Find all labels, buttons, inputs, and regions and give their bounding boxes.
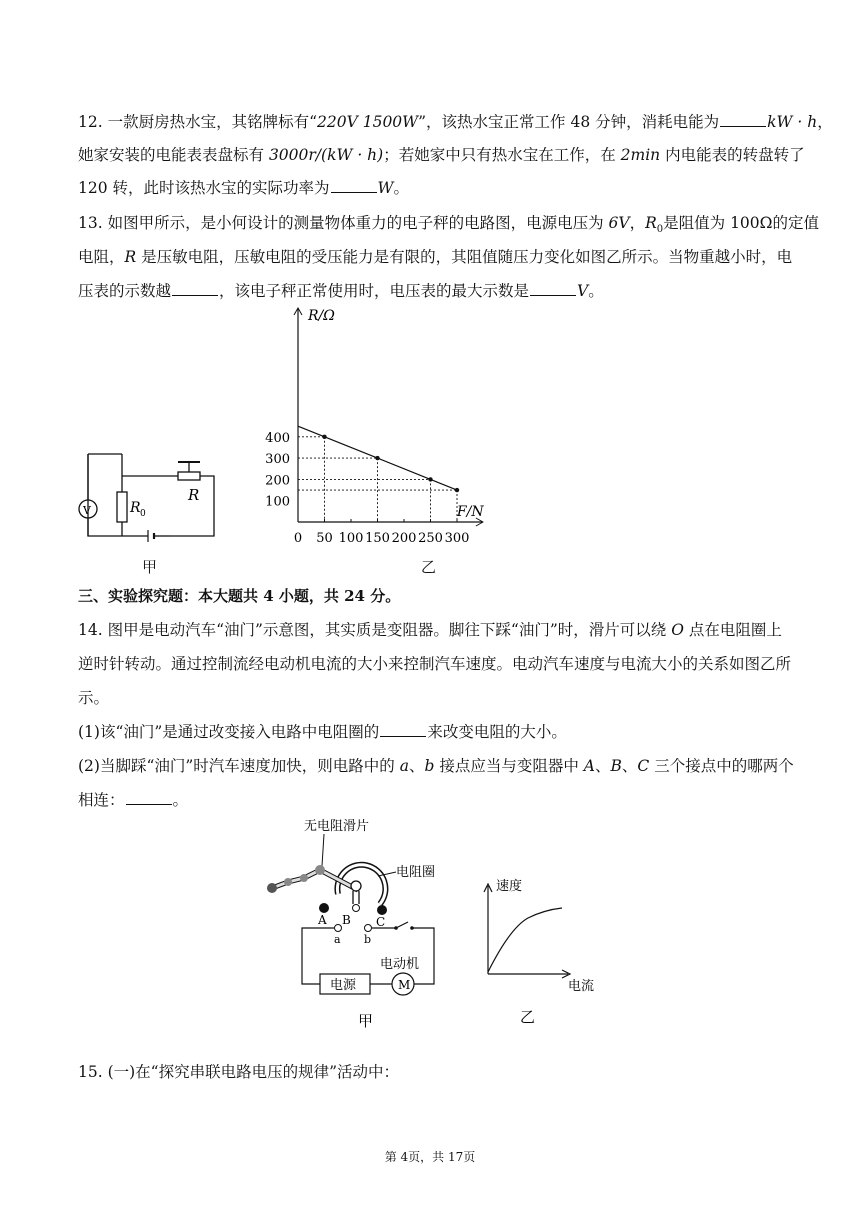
answer-blank[interactable] <box>126 790 172 805</box>
q14-line2: 逆时针转动。通过控制流经电动机电流的大小来控制汽车速度。电动汽车速度与电流大小的关系如图乙所 <box>78 655 792 673</box>
r0-label: R <box>130 500 141 516</box>
q14-part2: (2)当脚踩“油门”时汽车速度加快，则电路中的 a、b 接点应当与变阻器中 A、B、C 三个接点中的哪两个 <box>78 757 794 775</box>
q14-part1: (1)该“油门”是通过改变接入电路中电阻圈的 来改变电阻的大小。 <box>78 723 567 741</box>
q13-line2: 电阻，R 是压敏电阻，压敏电阻的受压能力是有限的，其阻值随压力变化如图乙所示。当物重越小时，电 <box>78 248 793 266</box>
contact-a: a <box>334 933 341 946</box>
motor-symbol: M <box>398 978 411 992</box>
q14-line1: 14. 图甲是电动汽车“油门”示意图，其实质是变阻器。脚往下踩“油门”时，滑片可以绕 O 点在电阻圈上 <box>78 621 782 639</box>
answer-blank[interactable] <box>172 281 218 296</box>
answer-blank[interactable] <box>331 178 377 193</box>
data-point <box>428 477 432 481</box>
q12-line1: 12. 一款厨房热水宝，其铭牌标有“220V 1500W”，该热水宝正常工作 48 分钟，消耗电能为 kW · h， <box>78 113 833 131</box>
answer-blank[interactable] <box>530 281 576 296</box>
caption-jia-13: 甲 <box>142 558 158 576</box>
y-tick-label: 100 <box>265 494 290 510</box>
slider-label: 无电阻滑片 <box>304 819 370 834</box>
motor-label: 电动机 <box>380 957 420 972</box>
y-tick-label: 400 <box>265 430 290 446</box>
q13-line3: 压表的示数越 ，该电子秤正常使用时，电压表的最大示数是 V。 <box>78 282 604 300</box>
speed-current-graph-yi <box>472 862 622 1034</box>
throttle-diagram-jia <box>258 812 458 1032</box>
q14-part3: 相连： 。 <box>78 791 189 809</box>
contact-b: b <box>364 933 372 946</box>
y-axis-label: R/Ω <box>308 308 335 324</box>
y-tick-label: 300 <box>265 452 290 468</box>
x-axis-label: F/N <box>456 504 484 520</box>
q13-line1: 13. 如图甲所示，是小何设计的测量物体重力的电子秤的电路图，电源电压为 6V，$R_0$是阻值为 100Ω的定值 <box>78 214 820 236</box>
caption-jia-14: 甲 <box>358 1012 374 1030</box>
x-tick-label: 250 <box>418 531 443 546</box>
q15-line1: 15. (一)在“探究串联电路电压的规律”活动中： <box>78 1063 400 1081</box>
current-axis-label: 电流 <box>568 979 595 994</box>
voltmeter-label: V <box>83 504 91 517</box>
x-tick-label: 150 <box>365 531 390 546</box>
x-tick-label: 100 <box>338 531 364 546</box>
q14-line3: 示。 <box>78 689 110 707</box>
x-tick-label: 300 <box>444 531 470 546</box>
terminal-B: B <box>342 913 351 927</box>
data-point <box>375 456 379 460</box>
answer-blank[interactable] <box>380 722 426 737</box>
page-footer: 第 4页，共 17页 <box>384 1150 476 1164</box>
speed-axis-label: 速度 <box>496 879 523 894</box>
y-tick-label: 200 <box>265 473 290 489</box>
q12-line2: 她家安装的电能表表盘标有 3000r/(kW · h)；若她家中只有热水宝在工作，在 2min 内电能表的转盘转了 <box>78 146 805 164</box>
data-point <box>455 488 459 492</box>
q12-line3: 120 转，此时该热水宝的实际功率为 W。 <box>78 179 409 197</box>
r0-sub: 0 <box>140 509 146 519</box>
section-title: 三、实验探究题：本大题共 4 小题，共 24 分。 <box>78 587 401 605</box>
r-label: R <box>188 486 200 504</box>
terminal-A: A <box>318 913 327 927</box>
terminal-C: C <box>376 915 386 929</box>
coil-label: 电阻圈 <box>396 865 436 880</box>
circuit-diagram-jia <box>74 432 224 547</box>
x-tick-label: 50 <box>316 531 333 546</box>
answer-blank[interactable] <box>720 112 766 127</box>
resistance-force-chart <box>260 302 640 548</box>
caption-yi-14: 乙 <box>520 1008 536 1026</box>
x-tick-label: 0 <box>293 531 303 546</box>
x-tick-label: 200 <box>391 531 417 546</box>
power-label: 电源 <box>330 978 357 993</box>
data-point <box>322 435 326 439</box>
caption-yi-13: 乙 <box>421 558 437 576</box>
